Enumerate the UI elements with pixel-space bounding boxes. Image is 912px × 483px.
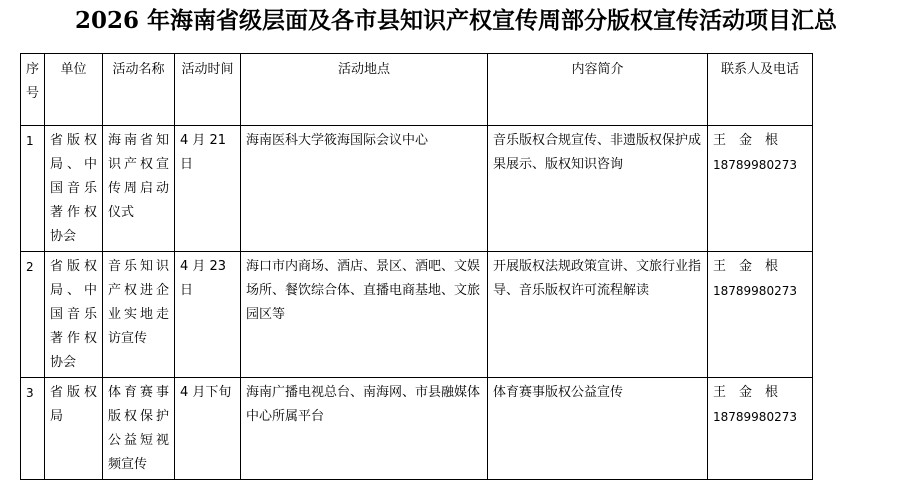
cell-intro: 开展版权法规政策宣讲、文旅行业指导、音乐版权许可流程解读 bbox=[488, 252, 708, 378]
header-activity-time: 活动时间 bbox=[175, 54, 241, 126]
cell-activity-place: 海口市内商场、酒店、景区、酒吧、文娱场所、餐饮综合体、直播电商基地、文旅园区等 bbox=[241, 252, 488, 378]
cell-activity-place: 海南医科大学筱海国际会议中心 bbox=[241, 126, 488, 252]
cell-contact bbox=[708, 126, 813, 252]
header-intro: 内容简介 bbox=[488, 54, 708, 126]
cell-unit: 省版权局 bbox=[45, 378, 103, 480]
table-row bbox=[21, 126, 813, 252]
table-row bbox=[21, 252, 813, 378]
contact-phone: 18789980273 bbox=[713, 410, 797, 424]
header-activity-place: 活动地点 bbox=[241, 54, 488, 126]
cell-activity-name: 音乐知识产权进企业实地走访宣传 bbox=[103, 252, 175, 378]
contact-phone: 18789980273 bbox=[713, 284, 797, 298]
header-unit: 单位 bbox=[45, 54, 103, 126]
cell-unit: 省版权局、中国音乐著作权协会 bbox=[45, 252, 103, 378]
header-no: 序号 bbox=[21, 54, 45, 126]
header-contact: 联系人及电话 bbox=[708, 54, 813, 126]
cell-activity-name: 海南省知识产权宣传周启动仪式 bbox=[103, 126, 175, 252]
contact-name: 王 金 根 bbox=[713, 259, 779, 274]
table-row bbox=[21, 378, 813, 480]
cell-activity-time: 4 月下旬 bbox=[175, 378, 241, 480]
cell-contact bbox=[708, 252, 813, 378]
cell-no: 1 bbox=[21, 126, 45, 252]
cell-activity-time: 4 月 21 日 bbox=[175, 126, 241, 252]
cell-activity-time: 4 月 23 日 bbox=[175, 252, 241, 378]
cell-intro: 体育赛事版权公益宣传 bbox=[488, 378, 708, 480]
document-title: 2026 年海南省级层面及各市县知识产权宣传周部分版权宣传活动项目汇总 bbox=[74, 7, 838, 34]
contact-phone: 18789980273 bbox=[713, 158, 797, 172]
cell-intro: 音乐版权合规宣传、非遗版权保护成果展示、版权知识咨询 bbox=[488, 126, 708, 252]
cell-activity-name: 体育赛事版权保护公益短视频宣传 bbox=[103, 378, 175, 480]
table-header-row bbox=[21, 54, 813, 126]
contact-name: 王 金 根 bbox=[713, 133, 779, 148]
header-activity-name: 活动名称 bbox=[103, 54, 175, 126]
cell-activity-place: 海南广播电视总台、南海网、市县融媒体中心所属平台 bbox=[241, 378, 488, 480]
cell-unit: 省版权局、中国音乐著作权协会 bbox=[45, 126, 103, 252]
cell-no: 3 bbox=[21, 378, 45, 480]
contact-name: 王 金 根 bbox=[713, 385, 779, 400]
cell-no: 2 bbox=[21, 252, 45, 378]
activity-table bbox=[20, 53, 813, 480]
cell-contact bbox=[708, 378, 813, 480]
